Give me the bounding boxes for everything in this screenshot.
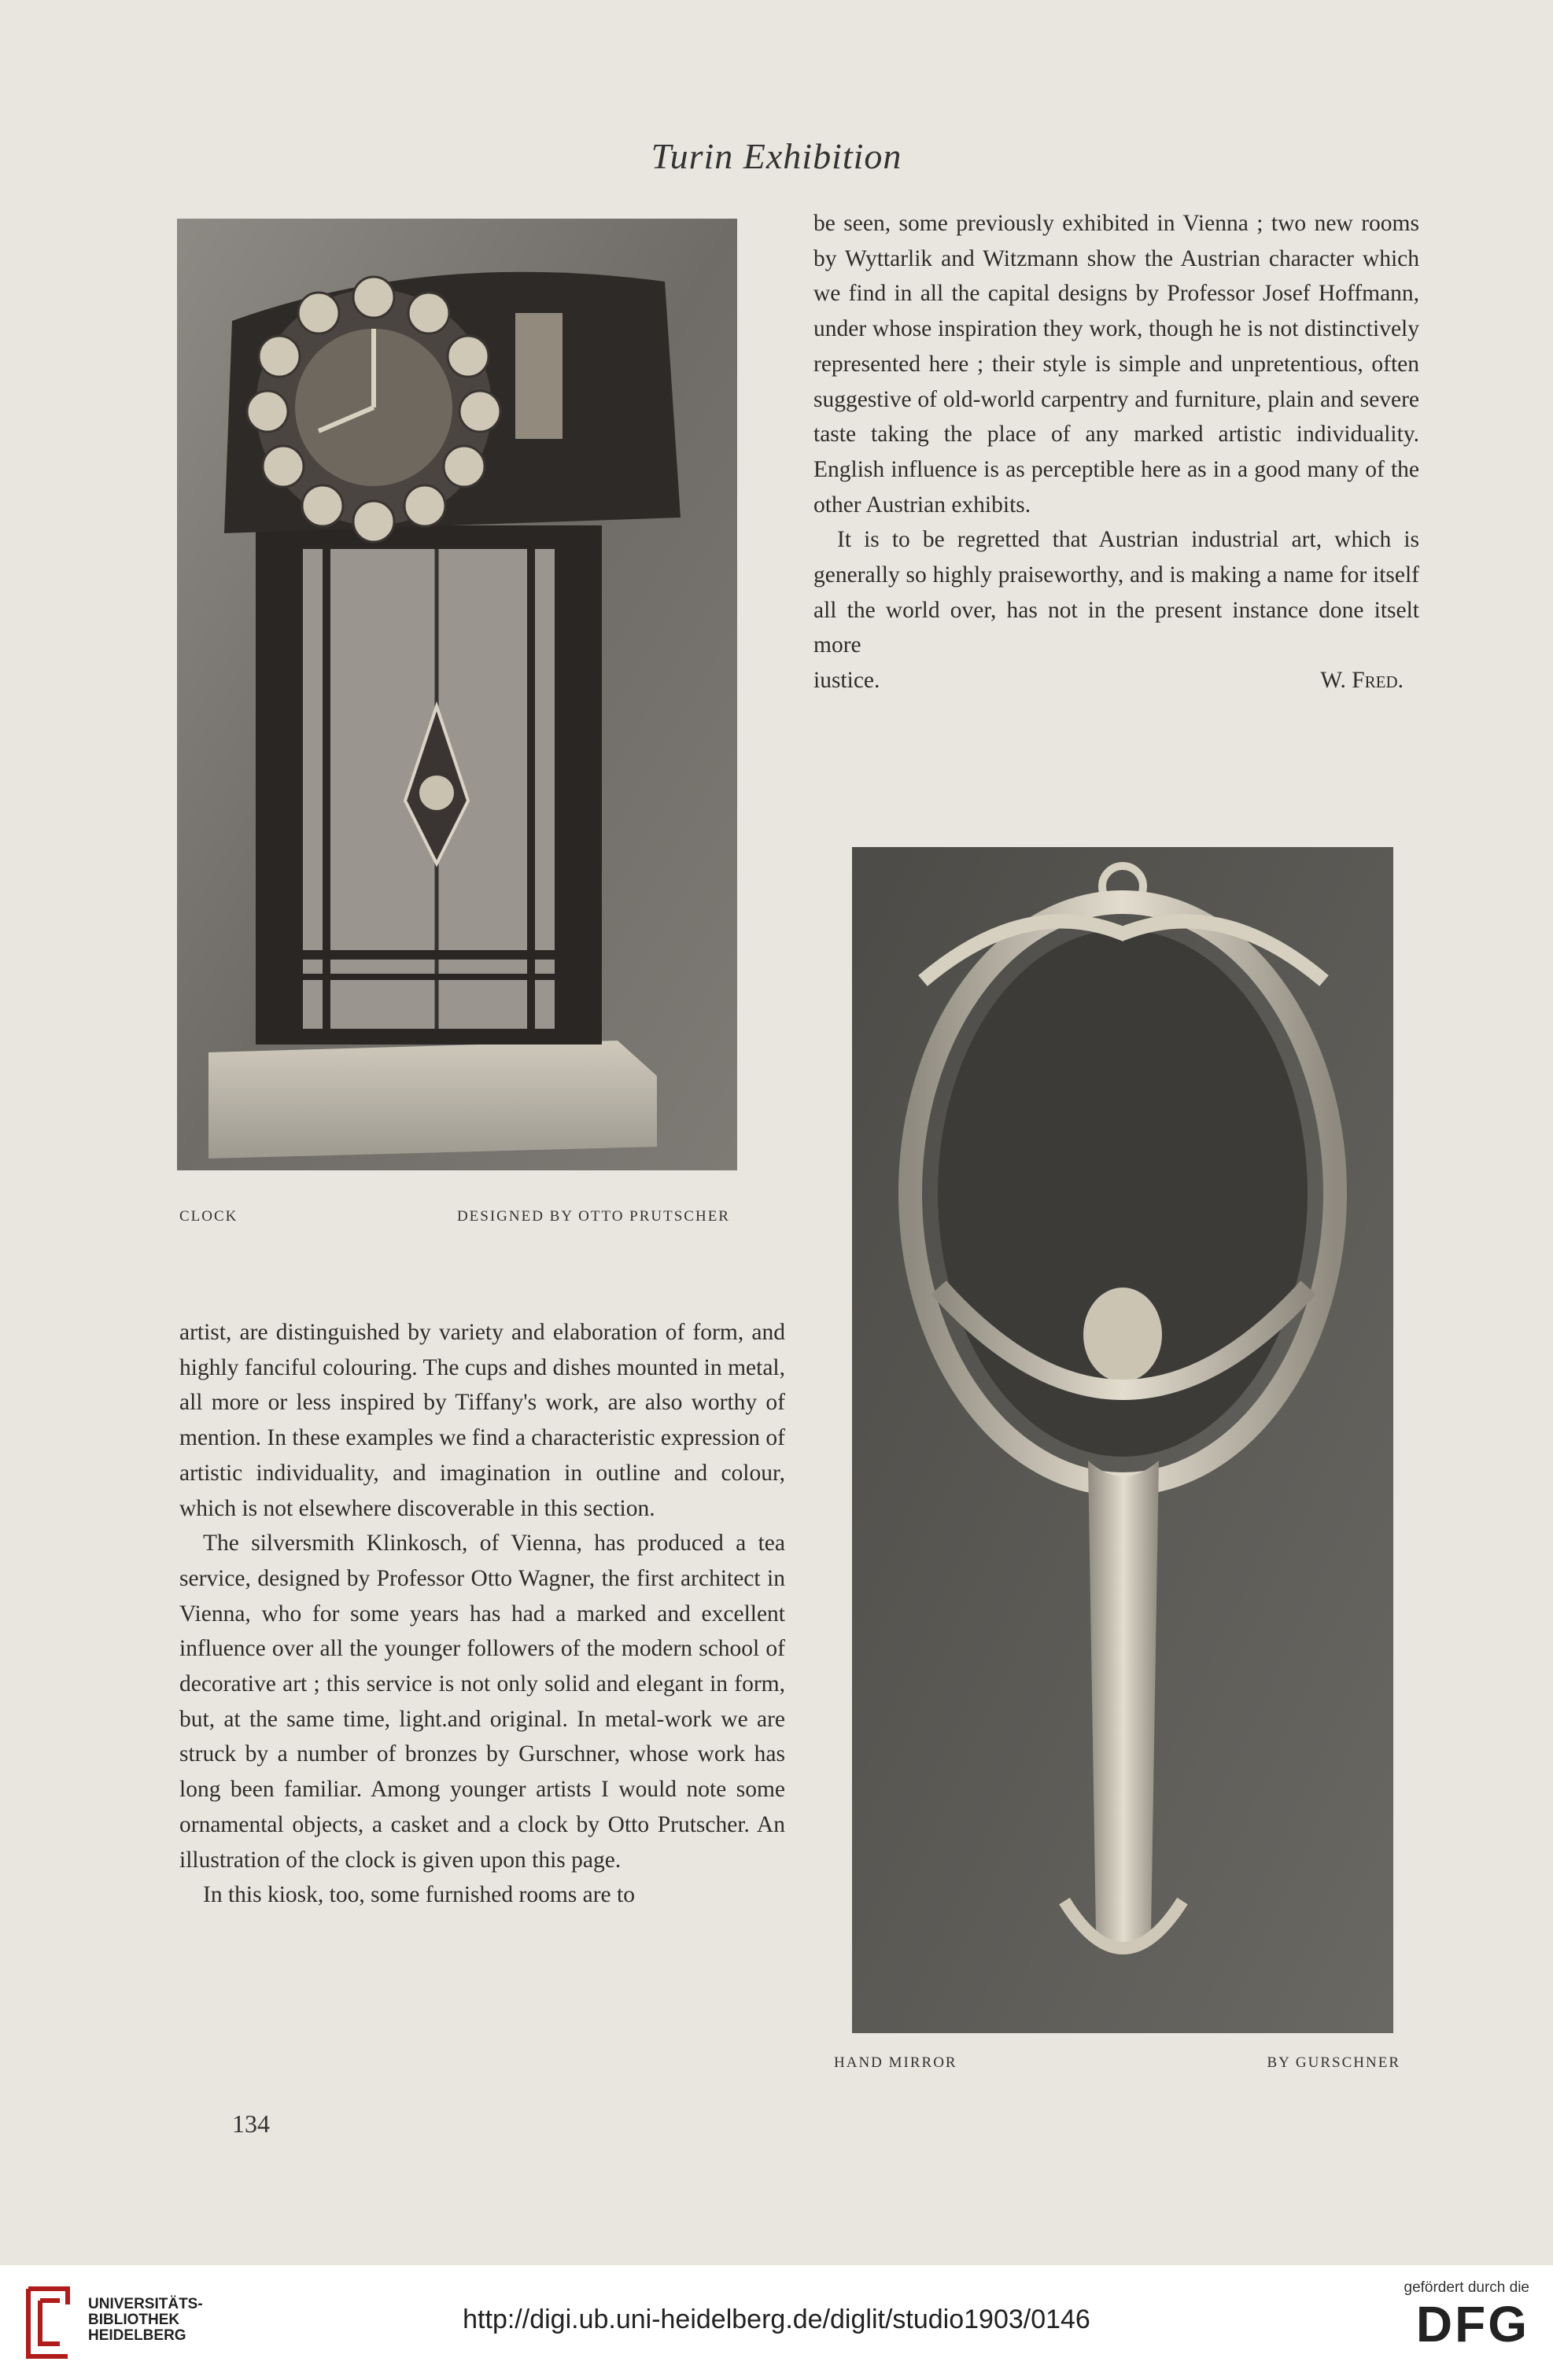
hand-mirror-illustration [852, 847, 1393, 2033]
closing-word: iustice. [813, 668, 880, 694]
library-name-line: UNIVERSITÄTS- [88, 2296, 203, 2312]
paragraph: be seen, some previously exhibited in Vienna ; two new rooms by Wyttarlik and Witzmann show the Austrian character which we find in all the capital designs by Professor Josef Hoffmann, under whose inspiration they work, though he is not distinctively represented here ; their style is simple and unpretentious, often suggestive of old-world carpentry and furniture, plain and severe taste taking the place of any marked artistic individuality. English influence is as perceptible here as in a good many of the other Austrian exhibits. [813, 211, 1419, 518]
dfg-logo: DFG [1415, 2296, 1529, 2352]
mirror-caption [834, 2054, 1400, 2072]
clock-caption-credit: DESIGNED BY OTTO PRUTSCHER [456, 1208, 730, 1225]
running-header: Turin Exhibition [651, 136, 902, 176]
left-text-column [179, 1315, 785, 1913]
clock-caption [179, 1208, 730, 1225]
paragraph: artist, are distinguished by variety and elaboration of form, and highly fanciful colouring. The cups and dishes mounted in metal, all more or less inspired by Tiffany's work, are also worthy of mention. In these examples we find a characteristic expression of artistic individuality, and imagination in outline and colour, which is not elsewhere discoverable in this section. [179, 1320, 785, 1521]
clock-photo [177, 219, 737, 1170]
clock-illustration [177, 219, 737, 1170]
footer-bar [0, 2265, 1553, 2380]
clock-caption-title: CLOCK [179, 1208, 238, 1225]
mirror-caption-credit: BY GURSCHNER [1267, 2054, 1400, 2071]
funder-block[interactable] [1404, 2279, 1530, 2352]
hand-mirror-photo [852, 847, 1393, 2033]
page-number: 134 [232, 2109, 270, 2138]
source-url-link[interactable]: http://digi.ub.uni-heidelberg.de/diglit/studio1903/0146 [463, 2304, 1090, 2334]
paragraph: In this kiosk, too, some furnished rooms are to [203, 1882, 635, 1908]
library-name-line: BIBLIOTHEK [88, 2312, 180, 2328]
paragraph: The silversmith Klinkosch, of Vienna, has produced a tea service, designed by Professor Otto Wagner, the first architect in Vienna, who for some years has had a marked and excellent influence over all the younger followers of the modern school of decorative art ; this service is not only solid and elegant in form, but, at the same time, light.and original. In metal-work we are struck by a number of bronzes by Gurschner, whose work has long been familiar. Among younger artists I would note some ornamental objects, a casket and a clock by Otto Prutscher. An illustration of the clock is given upon this page. [179, 1531, 785, 1873]
right-text-column [813, 206, 1419, 698]
paragraph: It is to be regretted that Austrian industrial art, which is generally so highly praiseworthy, and is making a name for itself all the world over, has not in the present instance done itselt more [813, 527, 1419, 658]
closing-line [813, 663, 1419, 698]
author-signature: W. Fred. [1320, 668, 1404, 694]
library-name-line: HEIDELBERG [88, 2327, 186, 2344]
funding-label: gefördert durch die [1404, 2279, 1529, 2296]
mirror-caption-title: HAND MIRROR [834, 2054, 957, 2071]
